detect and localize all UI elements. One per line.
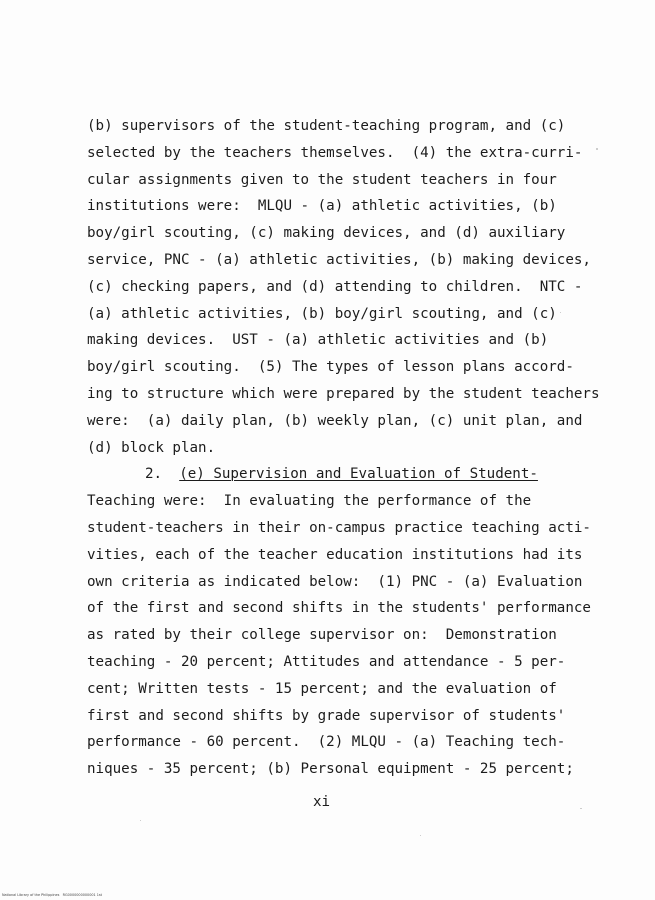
body-text bbox=[87, 113, 607, 783]
text-line: performance - 60 percent. (2) MLQU - (a) Teaching tech- bbox=[87, 734, 566, 751]
text-line: (b) supervisors of the student-teaching program, and (c) bbox=[87, 118, 566, 134]
text-line: cent; Written tests - 15 percent; and the evaluation of bbox=[87, 680, 557, 697]
text-line: (a) athletic activities, (b) boy/girl scouting, and (c) bbox=[87, 305, 557, 322]
scan-speck bbox=[580, 808, 582, 809]
text-line: boy/girl scouting. (5) The types of lesson plans accord- bbox=[87, 359, 574, 376]
text-line: cular assignments given to the student teachers in four bbox=[87, 171, 557, 188]
text-line: Teaching were: In evaluating the performance of the bbox=[87, 493, 532, 510]
text-line: making devices. UST - (a) athletic activities and (b) bbox=[87, 332, 549, 349]
text-line: (d) block plan. bbox=[87, 439, 216, 456]
text-line: boy/girl scouting, (c) making devices, and (d) auxiliary bbox=[87, 225, 566, 242]
scan-speck bbox=[420, 835, 421, 836]
text-line: selected by the teachers themselves. (4) the extra-curri- bbox=[87, 144, 583, 161]
text-line: first and second shifts by grade supervisor of students' bbox=[87, 707, 566, 724]
text-line: ing to structure which were prepared by the student teachers bbox=[87, 385, 600, 402]
text-line: as rated by their college supervisor on: Demonstration bbox=[87, 627, 557, 644]
section-heading: (e) Supervision and Evaluation of Student- bbox=[179, 466, 538, 483]
scan-speck bbox=[140, 820, 141, 821]
scan-speck bbox=[596, 148, 598, 150]
text-line: student-teachers in their on-campus practice teaching acti- bbox=[87, 519, 591, 536]
text-line: of the first and second shifts in the students' performance bbox=[87, 600, 591, 617]
section-heading-line bbox=[87, 461, 607, 488]
text-line: vities, each of the teacher education institutions had its bbox=[87, 546, 583, 563]
scan-footer bbox=[2, 893, 102, 898]
text-line: niques - 35 percent; (b) Personal equipment - 25 percent; bbox=[87, 761, 574, 778]
page-number: xi bbox=[313, 794, 331, 810]
scan-speck bbox=[560, 312, 561, 313]
text-line: teaching - 20 percent; Attitudes and attendance - 5 per- bbox=[87, 653, 566, 670]
text-line: were: (a) daily plan, (b) weekly plan, (c) unit plan, and bbox=[87, 412, 583, 429]
text-line: (c) checking papers, and (d) attending to children. NTC - bbox=[87, 278, 583, 295]
library-note: National Library of the Philippines bbox=[2, 893, 60, 897]
text-line: service, PNC - (a) athletic activities, (b) making devices, bbox=[87, 251, 591, 268]
scan-id: RG0000000000001 1st bbox=[62, 893, 102, 897]
text-line: institutions were: MLQU - (a) athletic activities, (b) bbox=[87, 198, 557, 215]
section-number: 2. bbox=[145, 466, 163, 483]
text-line: own criteria as indicated below: (1) PNC - (a) Evaluation bbox=[87, 573, 583, 590]
